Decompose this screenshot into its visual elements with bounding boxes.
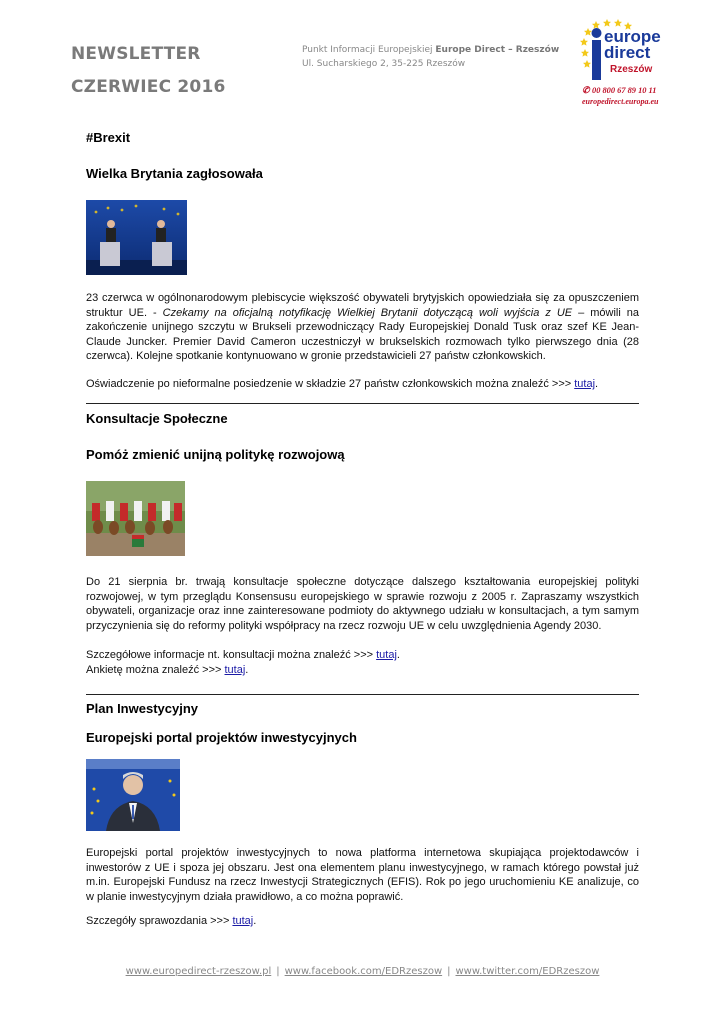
article-title-consultation: Pomóż zmienić unijną politykę rozwojową [86, 447, 345, 462]
footer-facebook-link[interactable]: www.facebook.com/EDRzeszow [284, 966, 443, 977]
consultation-note-1 [86, 648, 639, 663]
investment-paragraph: Europejski portal projektów inwestycyjnych to nowa platforma internetowa skupiająca projektodawców i inwestorów z UE i spoza jej obszaru. Jest ona elementem planu inwestycyjnego, w ramach którego powstał już m.in. Europejski Fundusz na rzecz Inwestycji Strategicznych (EFIS). Rok po jego uruchomieniu KE analizuje, co w planie inwestycyjnym działa prawidłowo, a co można poprawić. [86, 847, 639, 903]
investment-note-text: Szczegóły sprawozdania >>> [86, 915, 233, 927]
footer-website-link[interactable]: www.europedirect-rzeszow.pl [125, 966, 272, 977]
section-tag-brexit: #Brexit [86, 130, 131, 145]
consultation-note-1-text: Szczegółowe informacje nt. konsultacji można znaleźć >>> [86, 649, 377, 661]
svg-text:europe: europe [604, 27, 661, 46]
consultation-note-2 [86, 663, 639, 678]
article-title-brexit: Wielka Brytania zagłosowała [86, 166, 263, 181]
footer [0, 966, 725, 977]
brexit-text-b: – mówili na zakończenie unijnego szczytu w Brukseli przewodniczący Rady Europejskiej Donald Tusk oraz szef KE Jean-Claude Juncker. Premier David Cameron uczestniczył w brukselskich rozmowach tylko pierwszego dnia (28 czerwca). Kolejne spotkanie kontynuowano w gronie przedstawicieli 27 państw członkowskich. [86, 306, 640, 363]
office-prefix: Punkt Informacji Europejskiej [302, 45, 436, 55]
investment-link[interactable]: tutaj [232, 915, 254, 927]
drummers-photo [86, 481, 185, 556]
consultation-note-1-end: . [396, 649, 400, 661]
survey-link[interactable]: tutaj [224, 664, 246, 676]
section-tag-investment: Plan Inwestycyjny [86, 701, 198, 716]
europe-direct-logo [580, 16, 685, 124]
brexit-paragraph [86, 291, 639, 364]
section-tag-consultation: Konsultacje Społeczne [86, 411, 228, 426]
brexit-quote: Czekamy na oficjalną notyfikację Wielkiej Brytanii dotyczącą woli wyjścia z UE [162, 306, 573, 319]
section-divider [86, 694, 639, 695]
investment-note-end: . [253, 915, 257, 927]
office-name-line [302, 43, 567, 57]
survey-note-text: Ankietę można znaleźć >>> [86, 664, 225, 676]
svg-text:✆: ✆ [582, 85, 590, 95]
svg-text:00 800 67 89 10 11: 00 800 67 89 10 11 [592, 86, 657, 95]
brexit-text-a: 23 czerwca w ogólnonarodowym plebiscycie większość obywateli brytyjskich opowiedziała się za opuszczeniem struktur UE. - [86, 292, 639, 319]
juncker-photo [86, 759, 180, 831]
footer-separator: | [447, 966, 451, 977]
svg-text:Rzeszów: Rzeszów [610, 64, 653, 75]
consultation-link[interactable]: tutaj [376, 649, 397, 661]
brexit-note-text: Oświadczenie po nieformalne posiedzenie w składzie 27 państw członkowskich można znaleźć >>> [86, 378, 575, 390]
office-address: Ul. Sucharskiego 2, 35-225 Rzeszów [302, 59, 466, 69]
office-info [302, 43, 567, 71]
brexit-link[interactable]: tutaj [574, 378, 596, 390]
brexit-note-end: . [595, 378, 599, 390]
consultation-paragraph: Do 21 sierpnia br. trwają konsultacje społeczne dotyczące dalszego kształtowania europejskiej polityki rozwojowej, w tym przeglądu Konsensusu europejskiego w sprawie rozwoju z 2005 r. Zapraszamy wszystkich obywateli, organizacje oraz inne zainteresowane podmioty do aktywnego udziału w konsultacjach, a tym samym przyczynienia się do reformy polityki współpracy na rzecz rozwoju UE w celu uwzględnienia Agendy 2030. [86, 576, 639, 632]
footer-separator: | [276, 966, 280, 977]
footer-twitter-link[interactable]: www.twitter.com/EDRzeszow [455, 966, 600, 977]
newsletter-title: NEWSLETTER CZERWIEC 2016 [71, 44, 226, 97]
brexit-note [86, 377, 639, 392]
investment-note [86, 914, 639, 929]
office-name: Europe Direct – Rzeszów [435, 45, 560, 55]
svg-text:direct: direct [604, 43, 651, 62]
section-divider [86, 403, 639, 404]
survey-note-end: . [245, 664, 249, 676]
eu-summit-photo [86, 200, 187, 275]
article-title-investment: Europejski portal projektów inwestycyjnych [86, 730, 357, 745]
svg-text:europedirect.europa.eu: europedirect.europa.eu [582, 97, 659, 106]
